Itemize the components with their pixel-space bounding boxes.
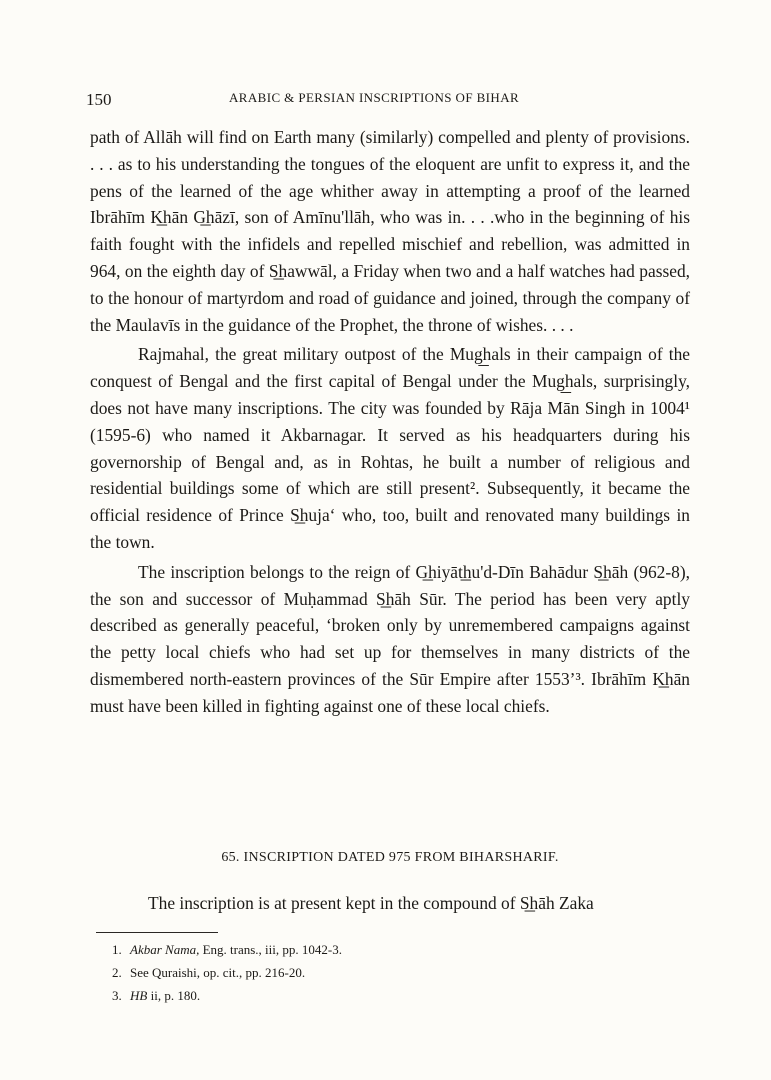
paragraph-reign: The inscription belongs to the reign of G͟hiyāt͟hu'd-Dīn Bahādur S͟hāh (962-8), the son and successor of Muḥammad S͟hāh Sūr. The period has been very aptly described as generally peaceful, ‘broken only by unremembered campaigns against the petty local chiefs who had set up for themselves in many districts of the dismembered north-eastern provinces of the Sūr Empire after 1553’³. Ibrāhīm K͟hān must have been killed in fighting against one of these local chiefs. (90, 561, 690, 716)
footnote-text: ii, p. 180. (147, 988, 201, 1003)
page-number: 150 (86, 90, 112, 109)
section-intro-line: The inscription is at present kept in the compound of S͟hāh Zaka (148, 893, 594, 913)
main-text (90, 124, 690, 720)
footnote-italic-title: Akbar Nama, (130, 942, 200, 957)
footnotes (112, 938, 342, 1007)
footnote-3 (112, 984, 342, 1007)
footnote-number: 3. (112, 988, 122, 1003)
paragraph-rajmahal: Rajmahal, the great military outpost of the Mug͟hals in their campaign of the conquest of Bengal and the first capital of Bengal under the Mug͟hals, surprisingly, does not have many inscriptions. The city was founded by Rāja Mān Singh in 1004¹ (1595-6) who named it Akbarnagar. It served as his headquarters during his governorship of Bengal and, as in Rohtas, he built a number of religious and residential buildings some of which are still present². Subsequently, it became the official residence of Prince S͟huja‘ who, too, built and renovated many buildings in the town. (90, 344, 690, 552)
footnote-text: Eng. trans., iii, pp. 1042-3. (199, 942, 342, 957)
footnote-1 (112, 938, 342, 961)
footnote-number: 2. (112, 965, 122, 980)
footnote-number: 1. (112, 942, 122, 957)
paragraph-translation-continued: path of Allāh will find on Earth many (similarly) compelled and plenty of provisions. . . . as to his understanding the tongues of the eloquent are unfit to express it, and the pens of the learned of the age whither away in attempting a proof of the learned Ibrāhīm K͟hān G͟hāzī, son of Amīnu'llāh, who was in. . . .who in the beginning of his faith fought with the infidels and repelled mischief and rebellion, was admitted in 964, on the eighth day of S͟hawwāl, a Friday when two and a half watches had passed, to the honour of martyrdom and road of guidance and joined, through the company of the Maulavīs in the guidance of the Prophet, the throne of wishes. . . . (90, 127, 690, 335)
page-header (86, 86, 686, 110)
section-heading: 65. INSCRIPTION DATED 975 FROM BIHARSHARIF. (221, 850, 559, 865)
footnote-text: See Quraishi, op. cit., pp. 216-20. (130, 965, 306, 980)
footnote-2 (112, 961, 342, 984)
running-title: ARABIC & PERSIAN INSCRIPTIONS OF BIHAR (229, 90, 520, 105)
footnote-divider (96, 932, 218, 933)
footnote-italic-title: HB (130, 988, 148, 1003)
